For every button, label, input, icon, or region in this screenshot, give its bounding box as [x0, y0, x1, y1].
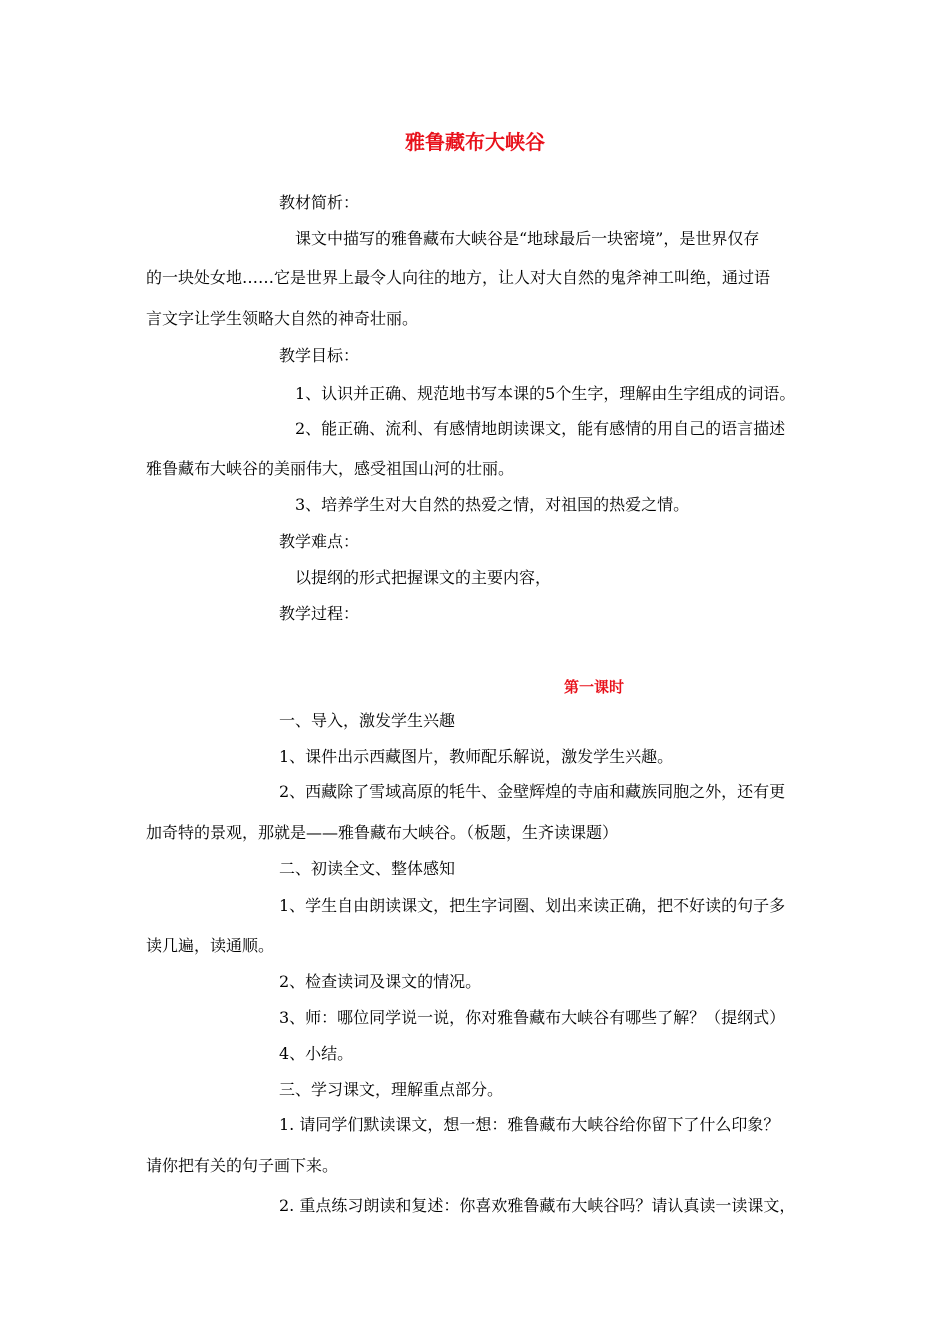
- part-1-item-1: 1、课件出示西藏图片，教师配乐解说，激发学生兴趣。: [279, 747, 674, 766]
- intro-heading: 教材简析：: [279, 193, 360, 212]
- goal-3: 3、培养学生对大自然的热爱之情，对祖国的热爱之情。: [295, 495, 690, 514]
- process-heading: 教学过程：: [279, 604, 360, 623]
- goal-2-line-2: 雅鲁藏布大峡谷的美丽伟大，感受祖国山河的壮丽。: [146, 459, 515, 478]
- lesson-title: 第一课时: [563, 678, 624, 696]
- part-1-item-2-line-1: 2、西藏除了雪域高原的牦牛、金壁辉煌的寺庙和藏族同胞之外，还有更: [279, 782, 786, 801]
- part-2-heading: 二、初读全文、整体感知: [279, 859, 456, 878]
- part-1-item-2-line-2: 加奇特的景观，那就是——雅鲁藏布大峡谷。（板题，生齐读课题）: [146, 823, 619, 842]
- part-3-item-1-line-1: 1. 请同学们默读课文，想一想：雅鲁藏布大峡谷给你留下了什么印象？: [279, 1115, 780, 1134]
- goal-1: 1、认识并正确、规范地书写本课的5个生字，理解由生字组成的词语。: [295, 384, 796, 403]
- part-3-heading: 三、学习课文，理解重点部分。: [279, 1080, 504, 1099]
- difficulty-heading: 教学难点：: [279, 532, 360, 551]
- part-3-item-2-line-1: 2. 重点练习朗读和复述：你喜欢雅鲁藏布大峡谷吗？请认真读一读课文，: [279, 1196, 796, 1215]
- part-2-item-3: 3、师：哪位同学说一说，你对雅鲁藏布大峡谷有哪些了解？（提纲式）: [279, 1008, 786, 1027]
- intro-paragraph-line-2: 的一块处女地……它是世界上最令人向往的地方，让人对大自然的鬼斧神工叫绝，通过语: [146, 268, 771, 287]
- difficulty-text: 以提纲的形式把握课文的主要内容，: [295, 568, 552, 587]
- part-2-item-1-line-1: 1、学生自由朗读课文，把生字词圈、划出来读正确，把不好读的句子多: [279, 896, 786, 915]
- part-2-item-1-line-2: 读几遍，读通顺。: [146, 936, 275, 955]
- part-1-heading: 一、导入，激发学生兴趣: [279, 711, 456, 730]
- goals-heading: 教学目标：: [279, 346, 360, 365]
- part-3-item-1-line-2: 请你把有关的句子画下来。: [146, 1156, 339, 1175]
- part-2-item-2: 2、检查读词及课文的情况。: [279, 972, 482, 991]
- intro-paragraph-line-1: 课文中描写的雅鲁藏布大峡谷是“地球最后一块密境”，是世界仅存: [295, 229, 760, 248]
- goal-2-line-1: 2、能正确、流利、有感情地朗读课文，能有感情的用自己的语言描述: [295, 419, 786, 438]
- part-2-item-4: 4、小结。: [279, 1044, 354, 1063]
- intro-paragraph-line-3: 言文字让学生领略大自然的神奇壮丽。: [146, 309, 419, 328]
- document-title: 雅鲁藏布大峡谷: [405, 130, 545, 154]
